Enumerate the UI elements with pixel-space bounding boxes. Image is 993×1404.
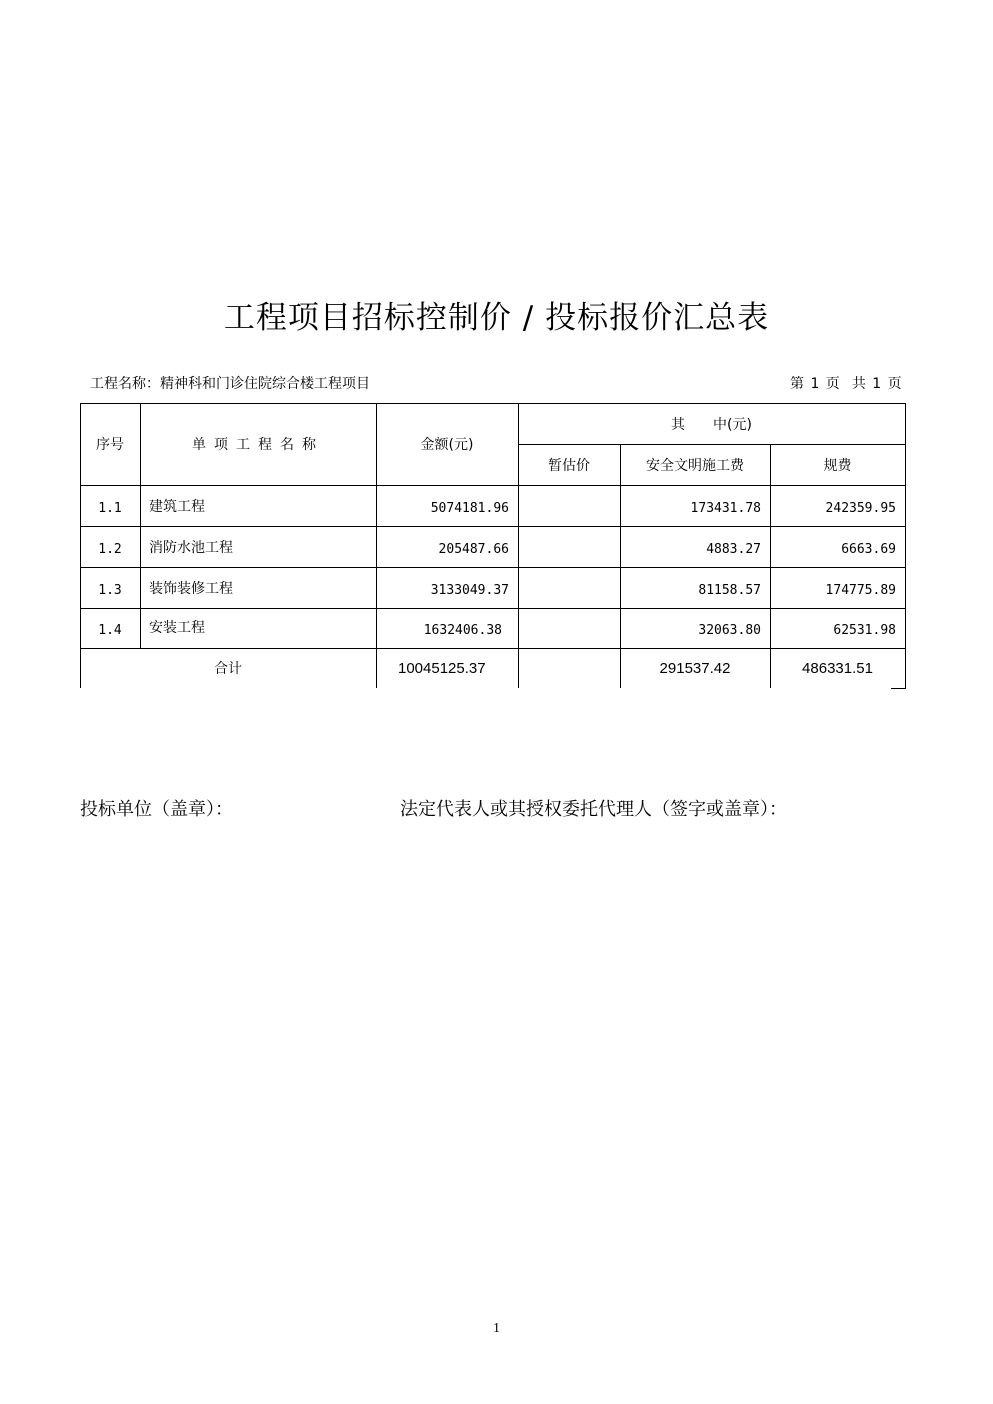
total-provisional [518, 648, 620, 688]
page-number: 1 [493, 1321, 500, 1336]
row-fees: 6663.69 [841, 542, 896, 557]
row-name: 建筑工程 [149, 498, 205, 515]
total-label: 合计 [214, 661, 242, 677]
total-amount: 10045125.37 [398, 659, 486, 677]
page-indicator [790, 373, 914, 393]
row-amount: 205487.66 [438, 542, 509, 557]
row-fees: 62531.98 [833, 622, 896, 638]
row-seq: 1.2 [98, 542, 122, 557]
bidder-seal-label: 投标单位（盖章）： [80, 799, 233, 820]
total-safety: 291537.42 [659, 659, 731, 677]
row-provisional [518, 529, 620, 570]
page-current: 第 1 页 [790, 376, 840, 392]
row-provisional [518, 610, 620, 650]
document-title: 工程项目招标控制价 / 投标报价汇总表 [223, 300, 770, 336]
row-safety: 81158.57 [698, 583, 761, 598]
row-seq: 1.4 [98, 622, 122, 638]
header-fees: 规费 [823, 457, 852, 474]
header-of-which: 其 中(元) [671, 416, 752, 433]
row-safety: 32063.80 [698, 622, 761, 638]
project-name: 工程名称：精神科和门诊住院综合楼工程项目 [90, 376, 370, 392]
row-seq: 1.3 [98, 583, 122, 598]
bottom-stub-line [891, 688, 906, 689]
row-amount: 5074181.96 [430, 501, 509, 516]
row-provisional [518, 570, 620, 611]
row-name: 消防水池工程 [149, 539, 233, 556]
table-border-right [905, 403, 906, 689]
header-safety: 安全文明施工费 [646, 457, 744, 474]
row-safety: 173431.78 [690, 501, 761, 516]
row-amount: 1632406.38 [423, 622, 502, 638]
row-seq: 1.1 [98, 501, 122, 516]
header-provisional: 暂估价 [548, 457, 590, 474]
row-name: 装饰装修工程 [149, 580, 233, 597]
total-fees: 486331.51 [802, 659, 873, 677]
row-fees: 174775.89 [825, 583, 896, 598]
row-fees: 242359.95 [825, 501, 896, 516]
row-provisional [518, 488, 620, 529]
representative-signature-label: 法定代表人或其授权委托代理人（签字或盖章）： [400, 799, 787, 820]
page-total: 共 1 页 [851, 376, 902, 392]
row-name: 安装工程 [149, 620, 205, 636]
row-amount: 3133049.37 [430, 583, 509, 598]
header-amount: 金额(元) [420, 437, 474, 453]
row-safety: 4883.27 [706, 542, 761, 557]
header-name: 单项工程名称 [192, 437, 324, 453]
header-seq: 序号 [96, 437, 124, 453]
